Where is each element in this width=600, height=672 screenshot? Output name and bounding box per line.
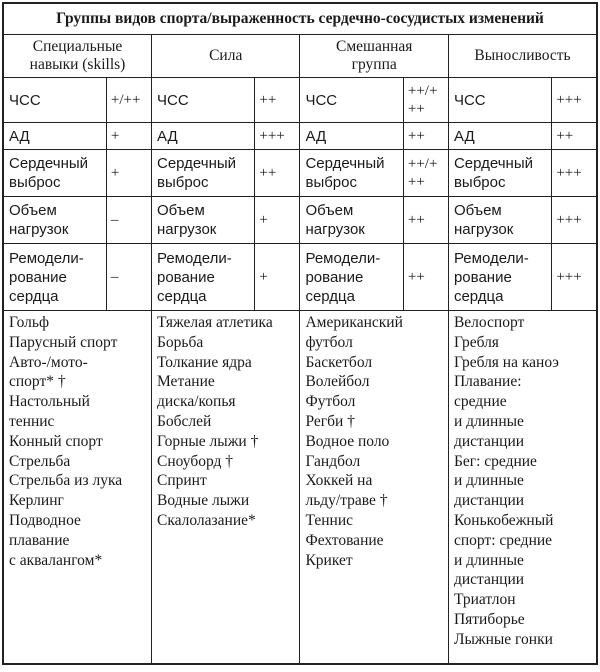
list-item: диска/копья: [156, 393, 236, 411]
list-item: Толкание ядра: [156, 353, 252, 371]
list-item: дистанции: [453, 492, 525, 510]
sports-cardio-table: [2, 2, 598, 665]
parameter-value: [552, 78, 597, 123]
list-item: Конный спорт: [9, 432, 103, 450]
parameter-value: [552, 123, 597, 150]
parameter-value-text: ++/+: [407, 83, 438, 99]
parameter-label-text: АД: [9, 127, 30, 145]
parameter-label-text: рование: [156, 268, 215, 286]
parameter-label-text: Сердечный: [453, 155, 533, 172]
parameter-label-text: ЧСС: [305, 91, 338, 109]
parameter-label-text: Объем: [453, 202, 502, 219]
group-header-text: навыки (skills): [29, 56, 126, 73]
list-item: средние: [453, 393, 507, 411]
parameter-label-text: АД: [156, 127, 178, 145]
parameter-label: [151, 197, 254, 244]
list-item: Американский: [305, 314, 403, 331]
list-item: Парусный спорт: [9, 333, 118, 351]
parameter-label-text: ЧСС: [156, 91, 189, 109]
parameter-value-text: ++: [407, 212, 425, 228]
parameter-label: [300, 150, 403, 197]
parameter-label: [448, 150, 551, 197]
list-item: Борьба: [156, 333, 204, 351]
parameter-label-text: ЧСС: [9, 91, 41, 109]
list-item: Гольф: [9, 314, 49, 331]
parameter-label-text: выброс: [453, 174, 506, 191]
parameter-value: [255, 150, 300, 197]
parameter-label-text: Ремодели-: [156, 249, 232, 267]
parameter-label: [448, 244, 551, 311]
list-item: спорт* †: [9, 373, 66, 391]
parameter-value: [552, 197, 597, 244]
list-item: Гандбол: [305, 452, 361, 470]
parameter-label-text: АД: [305, 127, 327, 145]
parameter-value: [403, 78, 448, 123]
parameter-value-text: ++: [259, 165, 277, 181]
parameter-label-text: сердца: [9, 287, 59, 305]
parameter-label-text: рование: [9, 268, 67, 286]
parameter-label: [3, 78, 106, 123]
parameter-label-text: рование: [305, 268, 364, 286]
parameter-label: [151, 244, 254, 311]
parameter-label-text: Объем: [156, 202, 205, 219]
list-item: Конькобежный: [453, 511, 554, 529]
heart-rate-row: [3, 78, 597, 123]
parameter-label-text: нагрузок: [9, 221, 69, 238]
parameter-value: [255, 123, 300, 150]
parameter-value-text: –: [110, 212, 119, 228]
parameter-label-text: сердца: [305, 287, 355, 305]
load-volume-row: [3, 197, 597, 244]
parameter-value-text: +/++: [110, 92, 141, 108]
parameter-label: [3, 123, 106, 150]
parameter-label: [3, 244, 106, 311]
parameter-label: [3, 197, 106, 244]
list-item: Подводное: [9, 511, 81, 529]
group-header-text: группа: [351, 56, 397, 73]
list-item: и длинные: [453, 551, 524, 569]
list-item: дистанции: [453, 571, 525, 589]
group-header-text: Сила: [209, 47, 243, 64]
parameter-label-text: Ремодели-: [453, 249, 529, 267]
parameter-value-text: +: [259, 269, 268, 285]
list-item: спорт: средние: [453, 531, 553, 549]
parameter-value-text: ++: [407, 269, 425, 285]
list-item: Теннис: [305, 511, 353, 529]
list-item: Крикет: [305, 551, 353, 569]
parameter-value: [403, 197, 448, 244]
parameter-label-text: Ремодели-: [9, 249, 84, 267]
list-item: Пятиборье: [453, 610, 525, 628]
parameter-label-text: АД: [453, 127, 475, 145]
parameter-label: [448, 197, 551, 244]
parameter-label: [151, 150, 254, 197]
group-header-2: [151, 35, 299, 78]
list-item: Баскетбол: [305, 353, 373, 371]
list-item: Гребля на каноэ: [453, 353, 559, 371]
list-item: и длинные: [453, 472, 524, 490]
list-item: Тяжелая атлетика: [156, 314, 273, 331]
parameter-value-text: ++: [407, 174, 425, 190]
parameter-value: [106, 150, 151, 197]
parameter-label-text: выброс: [9, 174, 61, 191]
parameter-value: [552, 150, 597, 197]
parameter-label: [151, 78, 254, 123]
list-item: Футбол: [305, 393, 356, 411]
parameter-label-text: рование: [453, 268, 512, 286]
list-item: Бег: средние: [453, 452, 537, 470]
parameter-value: [106, 123, 151, 150]
parameter-label-text: выброс: [305, 174, 357, 191]
parameter-label-text: Сердечный: [305, 155, 385, 172]
table-title: Группы видов спорта/выраженность сердечно-сосудистых изменений: [3, 3, 597, 35]
parameter-label: [300, 197, 403, 244]
parameter-value-text: ++: [407, 101, 425, 117]
parameter-value: [106, 244, 151, 311]
list-item: Велоспорт: [453, 314, 525, 331]
group-header-4: [448, 35, 597, 78]
parameter-label-text: ЧСС: [453, 91, 486, 109]
parameter-label-text: Сердечный: [156, 155, 237, 172]
list-item: и длинные: [453, 412, 524, 430]
parameter-value-text: ++: [407, 128, 425, 144]
list-item: Горные лыжи †: [156, 432, 259, 450]
parameter-value-text: ++: [259, 92, 277, 108]
group-header-3: [300, 35, 448, 78]
sports-list-2: [151, 311, 299, 665]
parameter-label-text: Объем: [9, 202, 57, 219]
parameter-value-text: ++: [556, 128, 574, 144]
parameter-value: [255, 197, 300, 244]
list-item: Волейбол: [305, 373, 370, 391]
list-item: Водное поло: [305, 432, 390, 450]
list-item: Керлинг: [9, 492, 64, 510]
group-header-row: [3, 35, 597, 78]
list-item: Настольный: [9, 393, 90, 411]
list-item: Триатлон: [453, 591, 516, 609]
list-item: Сноуборд †: [156, 452, 234, 470]
sports-list-4: [448, 311, 597, 665]
parameter-value: [255, 244, 300, 311]
parameter-label: [448, 78, 551, 123]
parameter-value: [403, 244, 448, 311]
group-header-text: Смешанная: [335, 38, 413, 55]
parameter-label: [300, 78, 403, 123]
parameter-label: [3, 150, 106, 197]
parameter-value: [552, 244, 597, 311]
parameter-value: [403, 123, 448, 150]
parameter-label-text: Сердечный: [9, 155, 89, 172]
list-item: Спринт: [156, 472, 207, 490]
parameter-label-text: Объем: [305, 202, 354, 219]
parameter-label: [300, 123, 403, 150]
parameter-value-text: –: [110, 269, 119, 285]
parameter-label: [300, 244, 403, 311]
heart-remodeling-row: [3, 244, 597, 311]
parameter-value-text: +++: [556, 92, 582, 108]
blood-pressure-row: [3, 123, 597, 150]
cardiac-output-row: [3, 150, 597, 197]
list-item: Бобслей: [156, 412, 212, 430]
parameter-label-text: нагрузок: [305, 221, 365, 238]
list-item: Фехтование: [305, 531, 384, 549]
sports-list-3: [300, 311, 448, 665]
parameter-value-text: +: [259, 212, 268, 228]
list-item: Регби †: [305, 412, 355, 430]
parameter-label-text: сердца: [156, 287, 207, 305]
parameter-label-text: Ремодели-: [305, 249, 381, 267]
parameter-label-text: нагрузок: [156, 221, 217, 238]
parameter-label-text: сердца: [453, 287, 504, 305]
group-header-1: [3, 35, 151, 78]
sports-list-row: [3, 311, 597, 665]
parameter-label-text: нагрузок: [453, 221, 514, 238]
list-item: Гребля: [453, 333, 499, 351]
parameter-value-text: +: [110, 128, 120, 144]
list-item: Стрельба: [9, 452, 71, 470]
list-item: Хоккей на: [305, 472, 373, 490]
list-item: футбол: [305, 333, 353, 351]
list-item: Водные лыжи: [156, 492, 250, 510]
sports-list-1: [3, 311, 151, 665]
list-item: Плавание:: [453, 373, 522, 391]
list-item: теннис: [9, 412, 55, 430]
list-item: Стрельба из лука: [9, 472, 123, 490]
list-item: Скалолазание*: [156, 511, 256, 529]
list-item: дистанции: [453, 432, 525, 450]
list-item: Авто-/мото-: [9, 353, 88, 371]
parameter-value-text: +++: [556, 212, 582, 228]
list-item: с аквалангом*: [9, 551, 103, 569]
parameter-label: [448, 123, 551, 150]
parameter-label-text: выброс: [156, 174, 209, 191]
list-item: Метание: [156, 373, 215, 391]
list-item: плавание: [9, 531, 70, 549]
parameter-value-text: +++: [259, 128, 285, 144]
list-item: Лыжные гонки: [453, 630, 553, 648]
parameter-value-text: +++: [556, 269, 582, 285]
parameter-value-text: ++/+: [407, 156, 438, 172]
group-header-text: Выносливость: [474, 47, 571, 64]
list-item: льду/траве †: [305, 492, 388, 510]
parameter-value-text: +++: [556, 165, 582, 181]
parameter-value: [106, 78, 151, 123]
parameter-value: [106, 197, 151, 244]
parameter-label: [151, 123, 254, 150]
parameter-value-text: +: [110, 165, 120, 181]
parameter-value: [255, 78, 300, 123]
parameter-value: [403, 150, 448, 197]
group-header-text: Специальные: [32, 38, 123, 55]
